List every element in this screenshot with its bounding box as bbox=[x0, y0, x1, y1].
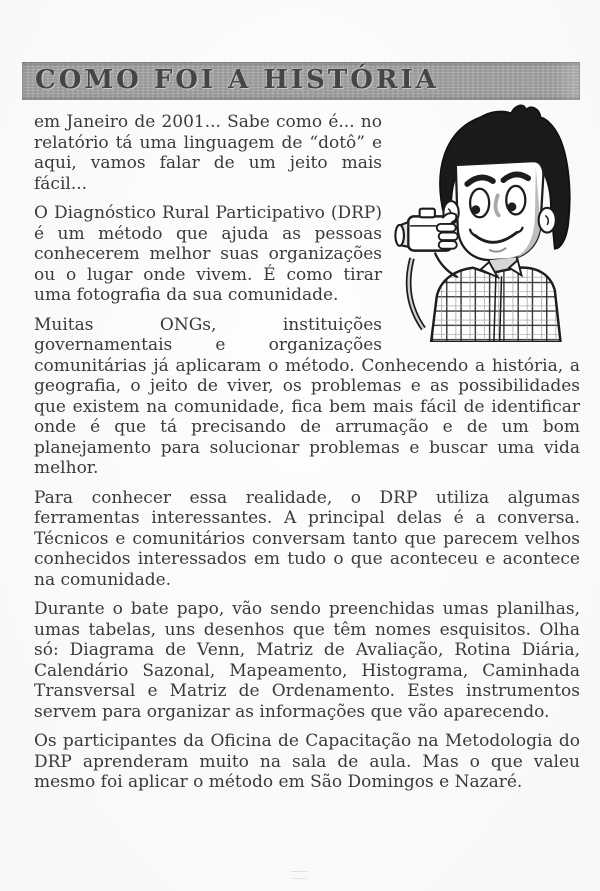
boy-with-camera-icon bbox=[392, 104, 592, 342]
paragraph-ferramentas: Para conhecer essa realidade, o DRP utiliza algumas ferramentas interessantes. A principal delas é a conversa. Técnicos e comunitários conversam tanto que parecem velhos conhecidos interessados em tudo o que aconteceu e acontece na comunidade. bbox=[34, 487, 580, 590]
scan-smudge bbox=[291, 871, 307, 879]
section-title-banner bbox=[22, 62, 580, 100]
paragraph-instrumentos: Durante o bate papo, vão sendo preenchidas umas planilhas, umas tabelas, uns desenhos que têm nomes esquisitos. Olha só: Diagrama de Venn, Matriz de Avaliação, Rotina Diária, Calendário Sazonal, Mapeamento, Histograma, Caminhada Transversal e Matriz de Ordenamento. Estes instrumentos servem para organizar as informações que vão aparecendo. bbox=[34, 599, 580, 722]
paragraph-intro: em Janeiro de 2001... Sabe como é... no relatório tá uma linguagem de “dotô” e aqui, vamos falar de um jeito mais fácil... bbox=[34, 112, 382, 194]
page-content bbox=[34, 112, 580, 793]
page-title: COMO FOI A HISTÓRIA bbox=[35, 65, 439, 95]
paragraph-ongs: Muitas ONGs, instituições governamentais e organizações comunitárias já aplicaram o método. Conhecendo a história, a geografia, o jeito de viver, os problemas e as possibilidades que existem na comunidade, fica bem mais fácil de identificar onde é que tá precisando de arrumação e de um bom planejamento para solucionar problemas e buscar uma vida melhor. bbox=[34, 314, 580, 478]
paragraph-participantes: Os participantes da Oficina de Capacitação na Metodologia do DRP aprenderam muito na sala de aula. Mas o que valeu mesmo foi aplicar o método em São Domingos e Nazaré. bbox=[34, 731, 580, 792]
boy-with-camera-illustration bbox=[392, 104, 592, 342]
paragraph-drp-definition: O Diagnóstico Rural Participativo (DRP) é um método que ajuda as pessoas conhecerem melhor suas organizações ou o lugar onde vivem. É como tirar uma fotografia da sua comunidade. bbox=[34, 203, 382, 305]
